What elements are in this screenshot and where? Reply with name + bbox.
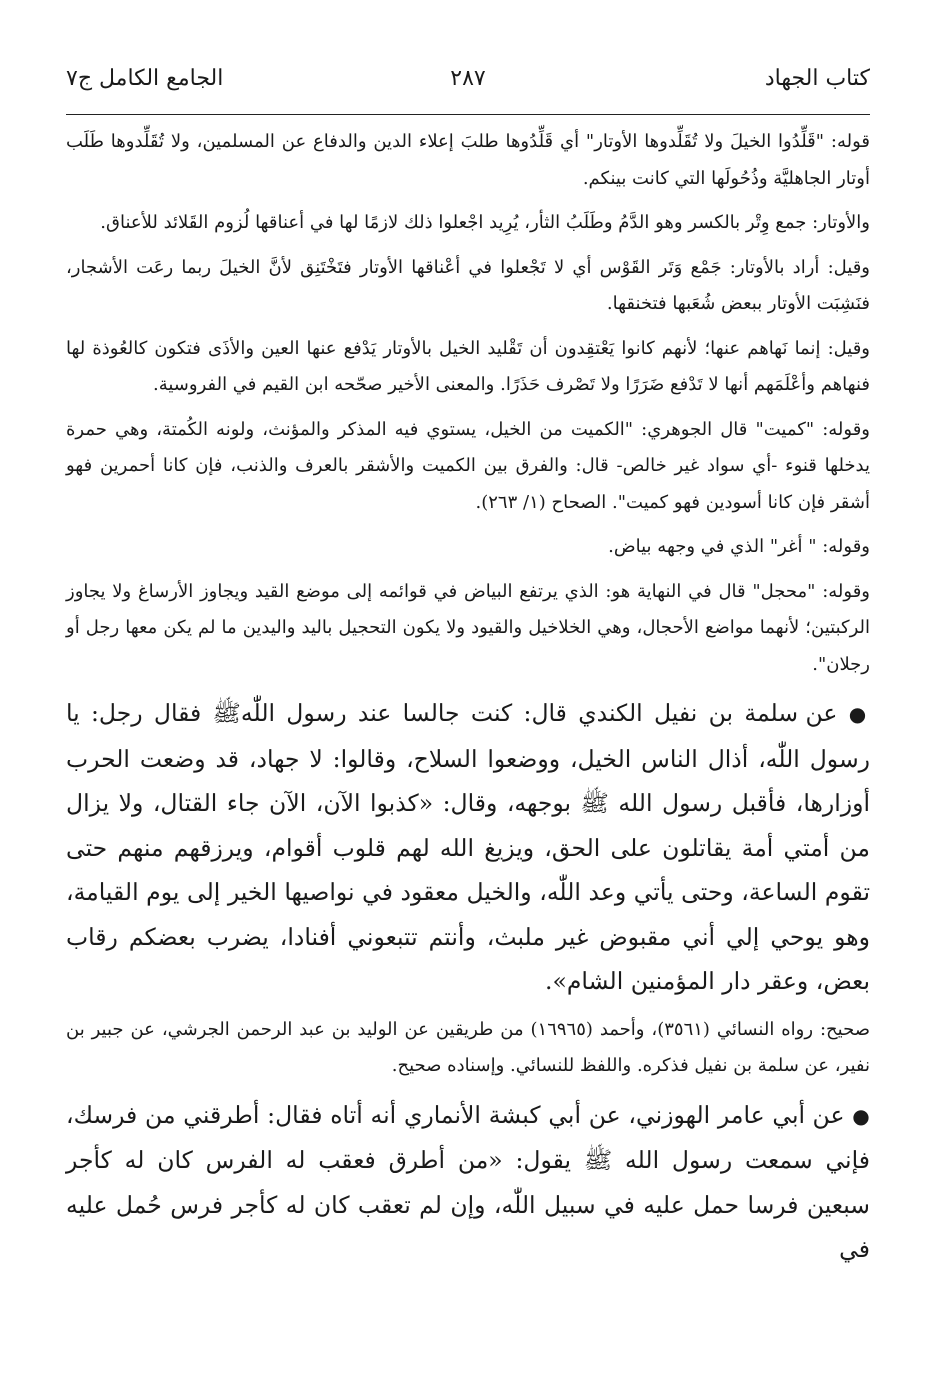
footnote-paragraph: وقوله: "محجل" قال في النهاية هو: الذي يرتفع البياض في قوائمه إلى موضع القيد ويجاوز الأرساغ ولا يجاوز الركبتين؛ لأنهما مواضع الأحجال، وهي الخلاخيل والقيود ولا يكون التحجيل باليد واليدين ما لم يكن معها رجل أو رجلان". [66,580,870,675]
running-head [66,66,870,106]
page-number: ٢٨٧ [450,66,486,91]
header-rule [66,114,870,115]
bullet-icon: ● [852,1103,871,1128]
footnote-paragraph: وقيل: إنما نَهاهم عنها؛ لأنهم كانوا يَعْتقِدون أن تَقْليد الخيل بالأوتار يَدْفع عنها العين والأذَى فتكون كالعُوذة لها فنهاهم وأعْلَمَهم أنها لا تَدْفع ضَرَرًا ولا تَصْرف حَذَرًا. والمعنى الأخير صحّحه ابن القيم في الفروسية. [66,337,870,395]
hadith-paragraph [66,691,870,1004]
footnote-paragraph: وقوله: " أغر" الذي في وجهه بياض. [608,536,870,557]
footnote-paragraph: وقيل: أراد بالأوتار: جَمْع وَتَر القَوْس أي لا تَجْعلوا في أعْناقها الأوتار فتَخْتَنِق لأنَّ الخيلَ ربما رعَت الأشجار، فنَشِبَت الأوتار ببعض شُعَبها فتخنقها. [66,256,870,314]
footnote-paragraph: والأوتار: جمع وِتْر بالكسر وهو الدَّمُ وطَلَبُ الثأر، يُرِيد اجْعلوا ذلك لازمًا لها في أعناقها لُزوم القَلائد للأعناق. [100,212,870,233]
takhrij-paragraph: صحيح: رواه النسائي (٣٥٦١)، وأحمد (١٦٩٦٥) من طريقين عن الوليد بن عبد الرحمن الجرشي، عن جبير بن نفير، عن سلمة بن نفيل فذكره. واللفظ للنسائي. وإسناده صحيح. [66,1018,870,1076]
page-body [66,124,870,1280]
book-title: كتاب الجهاد [764,66,870,91]
bullet-icon: ● [848,702,870,726]
footnote-paragraph: قوله: "قَلِّدُوا الخيلَ ولا تُقَلِّدوها الأوتار" أي قَلِّدُوها طلبَ إعلاء الدين والدفاع عن المسلمين، ولا تُقَلِّدوها طَلَب أوتار الجاهليَّة وذُحُولَها التي كانت بينكم. [66,131,870,189]
hadith-paragraph [66,1093,870,1272]
hadith-text: عن أبي عامر الهوزني، عن أبي كبشة الأنماري أنه أتاه فقال: أطرقني من فرسك، فإني سمعت رسول الله ﷺ يقول: «من أطرق فعقب له الفرس كان له كأجر سبعين فرسا حمل عليه في سبيل اللّٰه، وإن لم تعقب كان له كأجر فرس حُمل عليه في [66,1100,870,1263]
series-title: الجامع الكامل ج٧ [66,66,224,91]
hadith-text: عن سلمة بن نفيل الكندي قال: كنت جالسا عند رسول اللّٰهﷺ فقال رجل: يا رسول اللّٰه، أذال الناس الخيل، ووضعوا السلاح، وقالوا: لا جهاد، قد وضعت الحرب أوزارها، فأقبل رسول الله ﷺ بوجهه، وقال: «كذبوا الآن، الآن جاء القتال، ولا يزال من أمتي أمة يقاتلون على الحق، ويزيغ الله لهم قلوب أقوام، ويرزقهم منهم حتى تقوم الساعة، وحتى يأتي وعد اللّٰه، والخيل معقود في نواصيها الخير إلى يوم القيامة، وهو يوحي إلي أني مقبوض غير ملبث، وأنتم تتبعوني أفنادا، يضرب بعضكم رقاب بعض، وعقر دار المؤمنين الشام». [66,699,870,995]
footnote-paragraph: وقوله: "كميت" قال الجوهري: "الكميت من الخيل، يستوي فيه المذكر والمؤنث، ولونه الكُمتة، وهي حمرة يدخلها قنوء -أي سواد غير خالص- قال: والفرق بين الكميت والأشقر بالعرف والذنب، فإن كانا أحمرين فهو أشقر فإن كانا أسودين فهو كميت". الصحاح (١/ ٢٦٣). [66,418,870,513]
